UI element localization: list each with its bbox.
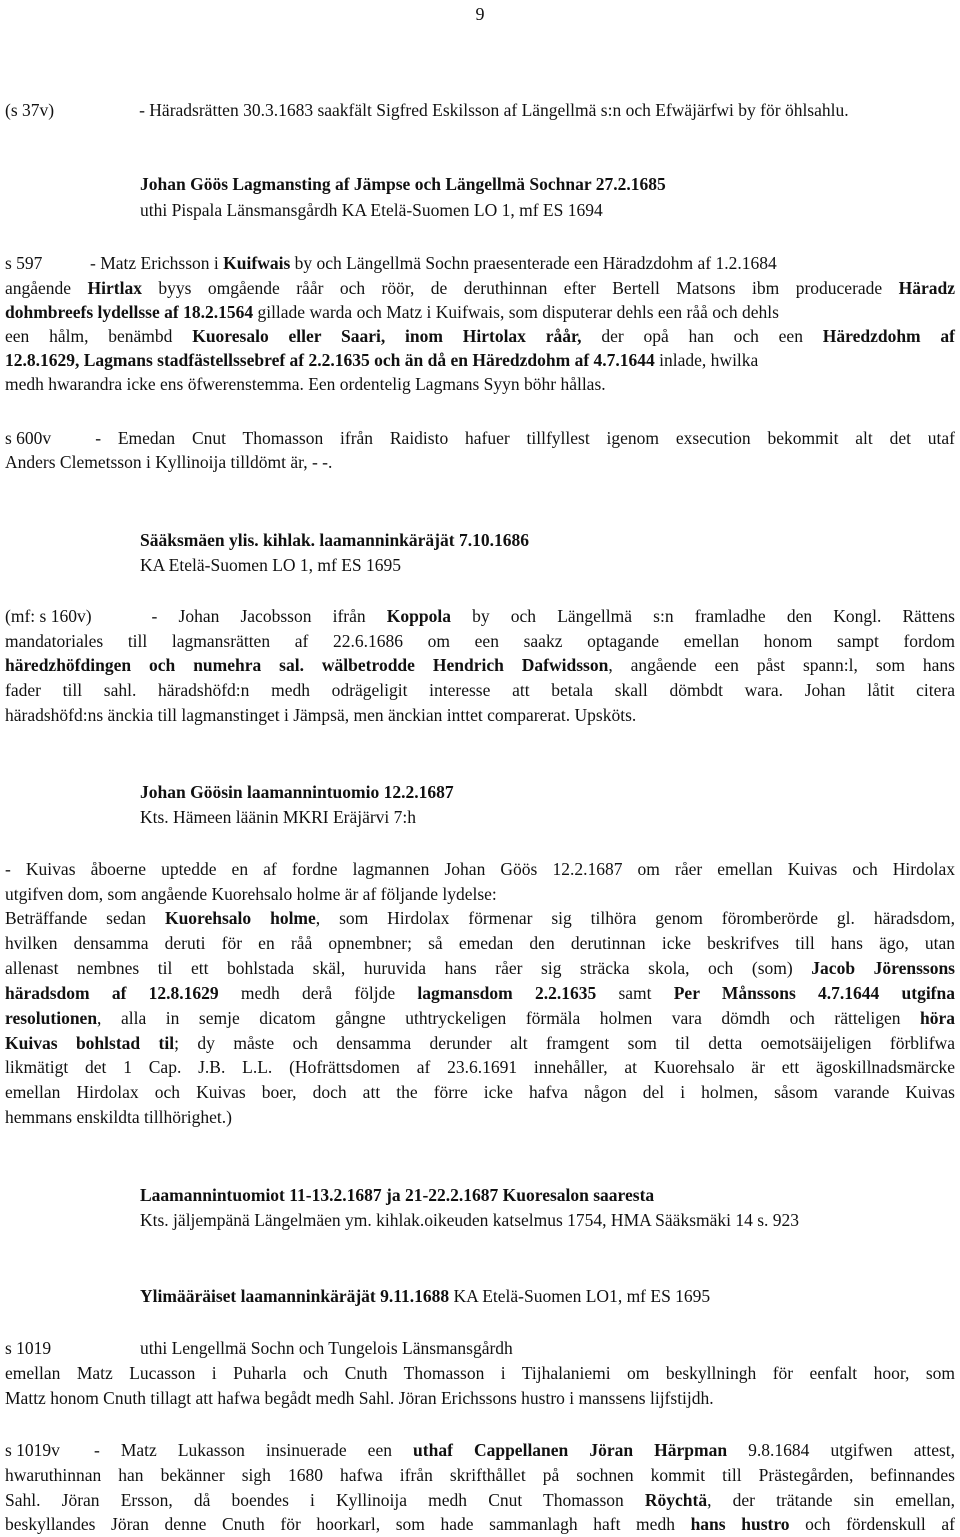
text-run: allenast nembnes til ett bohlstada skäl, huruvida hans råer sig sträcka skola, och (som) — [5, 958, 812, 978]
text-line — [5, 372, 955, 396]
text-run: s 1019 — [5, 1338, 52, 1358]
bold-text: resolutionen — [5, 1008, 98, 1028]
text-run: - Johan Jacobsson ifrån — [151, 606, 387, 626]
text-line — [5, 251, 955, 275]
text-run: - Matz Lukasson insinuerade een — [93, 1440, 414, 1460]
text-run: emellan Hirdolax och Kuivas boer, doch att the förre icke hafva någon del i holmen, såsom varande Kuivas — [5, 1082, 955, 1102]
text-run: hvilken densamma deruti för en råå opnembner; så emedan den derutinnan icke beskrifves till hans ägo, utan — [5, 933, 955, 953]
bold-text: Kuifwais — [223, 253, 291, 273]
text-line — [5, 1080, 955, 1104]
text-line — [140, 1208, 955, 1232]
text-run: byys omgående råår och röör, de deruthinnan efter Bertell Matsons ibm producerade — [141, 278, 899, 298]
text-run: by och Längellmä Sochn praesenterade een Häradzdohm af 1.2.1684 — [290, 253, 777, 273]
bold-text: Häredzdohm af — [822, 326, 955, 346]
text-line — [140, 198, 955, 222]
bold-text: Jacob Jörenssons — [811, 958, 955, 978]
text-line — [140, 1284, 955, 1308]
text-run: 9.8.1684 utgifwen attest, — [727, 1440, 956, 1460]
bold-text: 1564 — [218, 302, 254, 322]
text-run: - Kuivas åboerne uptedde en af fordne lagmannen Johan Göös 12.2.1687 om råer emellan Kuivas och Hirdolax — [5, 859, 955, 879]
text-line — [140, 1183, 955, 1207]
bold-text: Kuoresalo eller Saari, inom Hirtolax råår, — [192, 326, 582, 346]
text-run: , angående een påst spann:l, som hans — [608, 655, 955, 675]
bold-text: lagmansdom 2.2.1635 — [417, 983, 597, 1003]
text-run: - Emedan Cnut Thomasson ifrån Raidisto hafuer tillfyllest igenom exsecution bekommit alt det utaf — [95, 428, 955, 448]
text-run: beskyllandes Jöran denne Cnuth för hoorkarl, som hade sammanlagh haft medh — [5, 1514, 691, 1534]
text-line — [5, 1512, 955, 1536]
text-run: Mattz honom Cnuth tillagt att hafwa begådt medh Sahl. Jöran Erichssons hustro i manssens lijfstijdh. — [5, 1388, 714, 1408]
bold-text: Johan Göösin laamannintuomio 12.2.1687 — [140, 782, 454, 802]
text-run: samt — [596, 983, 674, 1003]
text-run: der opå han och een — [581, 326, 823, 346]
bold-text: Ylimääräiset laamanninkäräjät 9.11.1688 — [140, 1286, 450, 1306]
text-line — [5, 1361, 955, 1385]
text-line — [5, 276, 955, 300]
text-run: medh derå följde — [218, 983, 418, 1003]
text-line — [5, 1055, 955, 1079]
text-run: s 597 — [5, 253, 43, 273]
bold-text: wälbetrodde Hendrich Dafwidsson — [321, 655, 609, 675]
bold-text: Kuorehsalo holme — [164, 908, 316, 928]
bold-text: dohmbreefs lydellsse af 18.2. — [5, 302, 219, 322]
text-line — [5, 426, 955, 450]
text-line — [140, 805, 955, 829]
text-line — [5, 348, 955, 372]
text-run: , som Hirdolax förmenar sig tilhöra genom föromberörde gl. häradsdom, — [315, 908, 955, 928]
text-run: likmätigt det 1 Cap. J.B. L.L. (Hofrättsdomen af 23.6.1691 innehåller, at Kuorehsalo är ett ägoskillnadsmärcke — [5, 1057, 955, 1077]
text-line — [5, 1438, 955, 1462]
text-run: utgifven dom, som angående Kuorehsalo holme är af följande lydelse: — [5, 884, 497, 904]
text-run: Kts. Hämeen läänin MKRI Eräjärvi 7:h — [140, 807, 417, 827]
text-line — [5, 981, 955, 1005]
text-run: emellan Matz Lucasson i Puharla och Cnuth Thomasson i Tijhalaniemi om beskyllningh för eenfalt hoor, som — [5, 1363, 955, 1383]
text-run: (mf: s 160v) — [5, 606, 92, 626]
text-run: mandatoriales till lagmansrätten af 22.6.1686 om een saakz optagande emellan honom sampt fordom — [5, 631, 955, 651]
text-run: angående — [5, 278, 88, 298]
bold-text: höra — [920, 1008, 955, 1028]
text-line — [5, 1105, 955, 1129]
text-run: ; dy måste och densamma derunder alt framgent som til detta oemotsäijeligen förblifwa — [174, 1033, 955, 1053]
text-line — [5, 1006, 955, 1030]
text-line — [140, 172, 955, 196]
bold-text: Häradz — [898, 278, 956, 298]
text-run: häradshöfd:ns änckia till lagmanstinget i Jämpsä, men änckian inttet comparerat. Upsköts. — [5, 705, 637, 725]
text-run: , alla in semje dicatom gångne uthtryckeligen förmäla holmen vara dömdh och rätteligen — [97, 1008, 920, 1028]
bold-text: Laamannintuomiot 11-13.2.1687 ja 21-22.2.1687 Kuoresalon saaresta — [140, 1185, 655, 1205]
page-number: 9 — [475, 4, 485, 24]
text-run: uthi Pispala Länsmansgårdh KA Etelä-Suomen LO 1, mf ES 1694 — [140, 200, 603, 220]
text-line — [5, 653, 955, 677]
text-run: hwaruthinnan han bekänner sigh 1680 hafwa ifrån skrifthållet på sochnen kommit till Prästegården, befinnandes — [5, 1465, 955, 1485]
text-run: (s 37v) — [5, 100, 55, 120]
text-run: KA Etelä-Suomen LO1, mf ES 1695 — [449, 1286, 711, 1306]
bold-text: häredzhöfdingen och numehra sal. — [5, 655, 304, 675]
text-line — [140, 780, 955, 804]
text-run: fader till sahl. häradshöfd:n medh odrägeligit interesse att betala skall dömbdt wara. Johan låtit citera — [5, 680, 955, 700]
text-run: - Matz Erichsson i — [90, 253, 224, 273]
bold-text: Sääksmäen ylis. kihlak. laamanninkäräjät 7.10.1686 — [140, 530, 529, 550]
text-run — [304, 655, 322, 675]
text-line — [5, 857, 955, 881]
text-run: Beträffande sedan — [5, 908, 165, 928]
bold-text: Johan Göös Lagmansting af Jämpse och Längellmä Sochnar 27.2.1685 — [140, 174, 666, 194]
text-line — [5, 906, 955, 930]
text-run: s 600v — [5, 428, 52, 448]
text-line — [5, 1488, 955, 1512]
text-line — [5, 1336, 955, 1360]
text-run: gillade warda och Matz i Kuifwais, som disputerar dehls een råå och dehls — [253, 302, 779, 322]
text-line — [5, 1031, 955, 1055]
text-run: s 1019v — [5, 1440, 60, 1460]
text-run: medh hwarandra icke ens öfwerenstemma. Een ordentelig Lagmans Syyn böhr hållas. — [5, 374, 606, 394]
text-line — [5, 1386, 955, 1410]
text-run: , der trätande sin emellan, — [707, 1490, 955, 1510]
text-run: - Häradsrätten 30.3.1683 saakfält Sigfred Eskilsson af Längellmä s:n och Efwäjärfwi by för öhlsahlu. — [139, 100, 849, 120]
text-run: Kts. jäljempänä Längelmäen ym. kihlak.oikeuden katselmus 1754, HMA Sääksmäki 14 s. 923 — [140, 1210, 800, 1230]
text-line — [5, 629, 955, 653]
bold-text: Röychtä — [644, 1490, 708, 1510]
bold-text: 12.8.1629, Lagmans stadfästellssebref af 2.2.1635 och än då en Häredzdohm af 4.7.1644 — [5, 350, 655, 370]
bold-text: Koppola — [386, 606, 451, 626]
text-line — [5, 882, 955, 906]
text-run: och fördenskull af — [789, 1514, 955, 1534]
text-line — [140, 553, 955, 577]
text-line — [5, 678, 955, 702]
text-run: KA Etelä-Suomen LO 1, mf ES 1695 — [140, 555, 402, 575]
bold-text: uthaf Cappellanen Jöran Härpman — [413, 1440, 728, 1460]
text-run: by och Längellmä s:n framladhe den Kongl. Rättens — [450, 606, 955, 626]
text-line — [5, 604, 955, 628]
bold-text: Kuivas bohlstad til — [5, 1033, 175, 1053]
text-line — [5, 1463, 955, 1487]
text-line — [5, 956, 955, 980]
text-run: uthi Lengellmä Sochn och Tungelois Länsmansgårdh — [140, 1338, 513, 1358]
text-line — [5, 450, 955, 474]
bold-text: häradsdom af 12.8.1629 — [5, 983, 219, 1003]
bold-text: hans hustro — [690, 1514, 790, 1534]
bold-text: Per Månssons 4.7.1644 utgifna — [673, 983, 955, 1003]
text-run: Sahl. Jöran Ersson, då boendes i Kyllinoija medh Cnut Thomasson — [5, 1490, 645, 1510]
text-line — [140, 528, 955, 552]
text-line — [5, 703, 955, 727]
bold-text: Hirtlax — [87, 278, 142, 298]
text-line — [5, 324, 955, 348]
text-run: hemmans enskildta tillhörighet.) — [5, 1107, 232, 1127]
text-line — [5, 98, 955, 122]
text-run: Anders Clemetsson i Kyllinoija tilldömt är, - -. — [5, 452, 333, 472]
text-line — [5, 300, 955, 324]
text-line — [5, 931, 955, 955]
text-run: een hålm, benämbd — [5, 326, 193, 346]
text-run: inlade, hwilka — [654, 350, 759, 370]
